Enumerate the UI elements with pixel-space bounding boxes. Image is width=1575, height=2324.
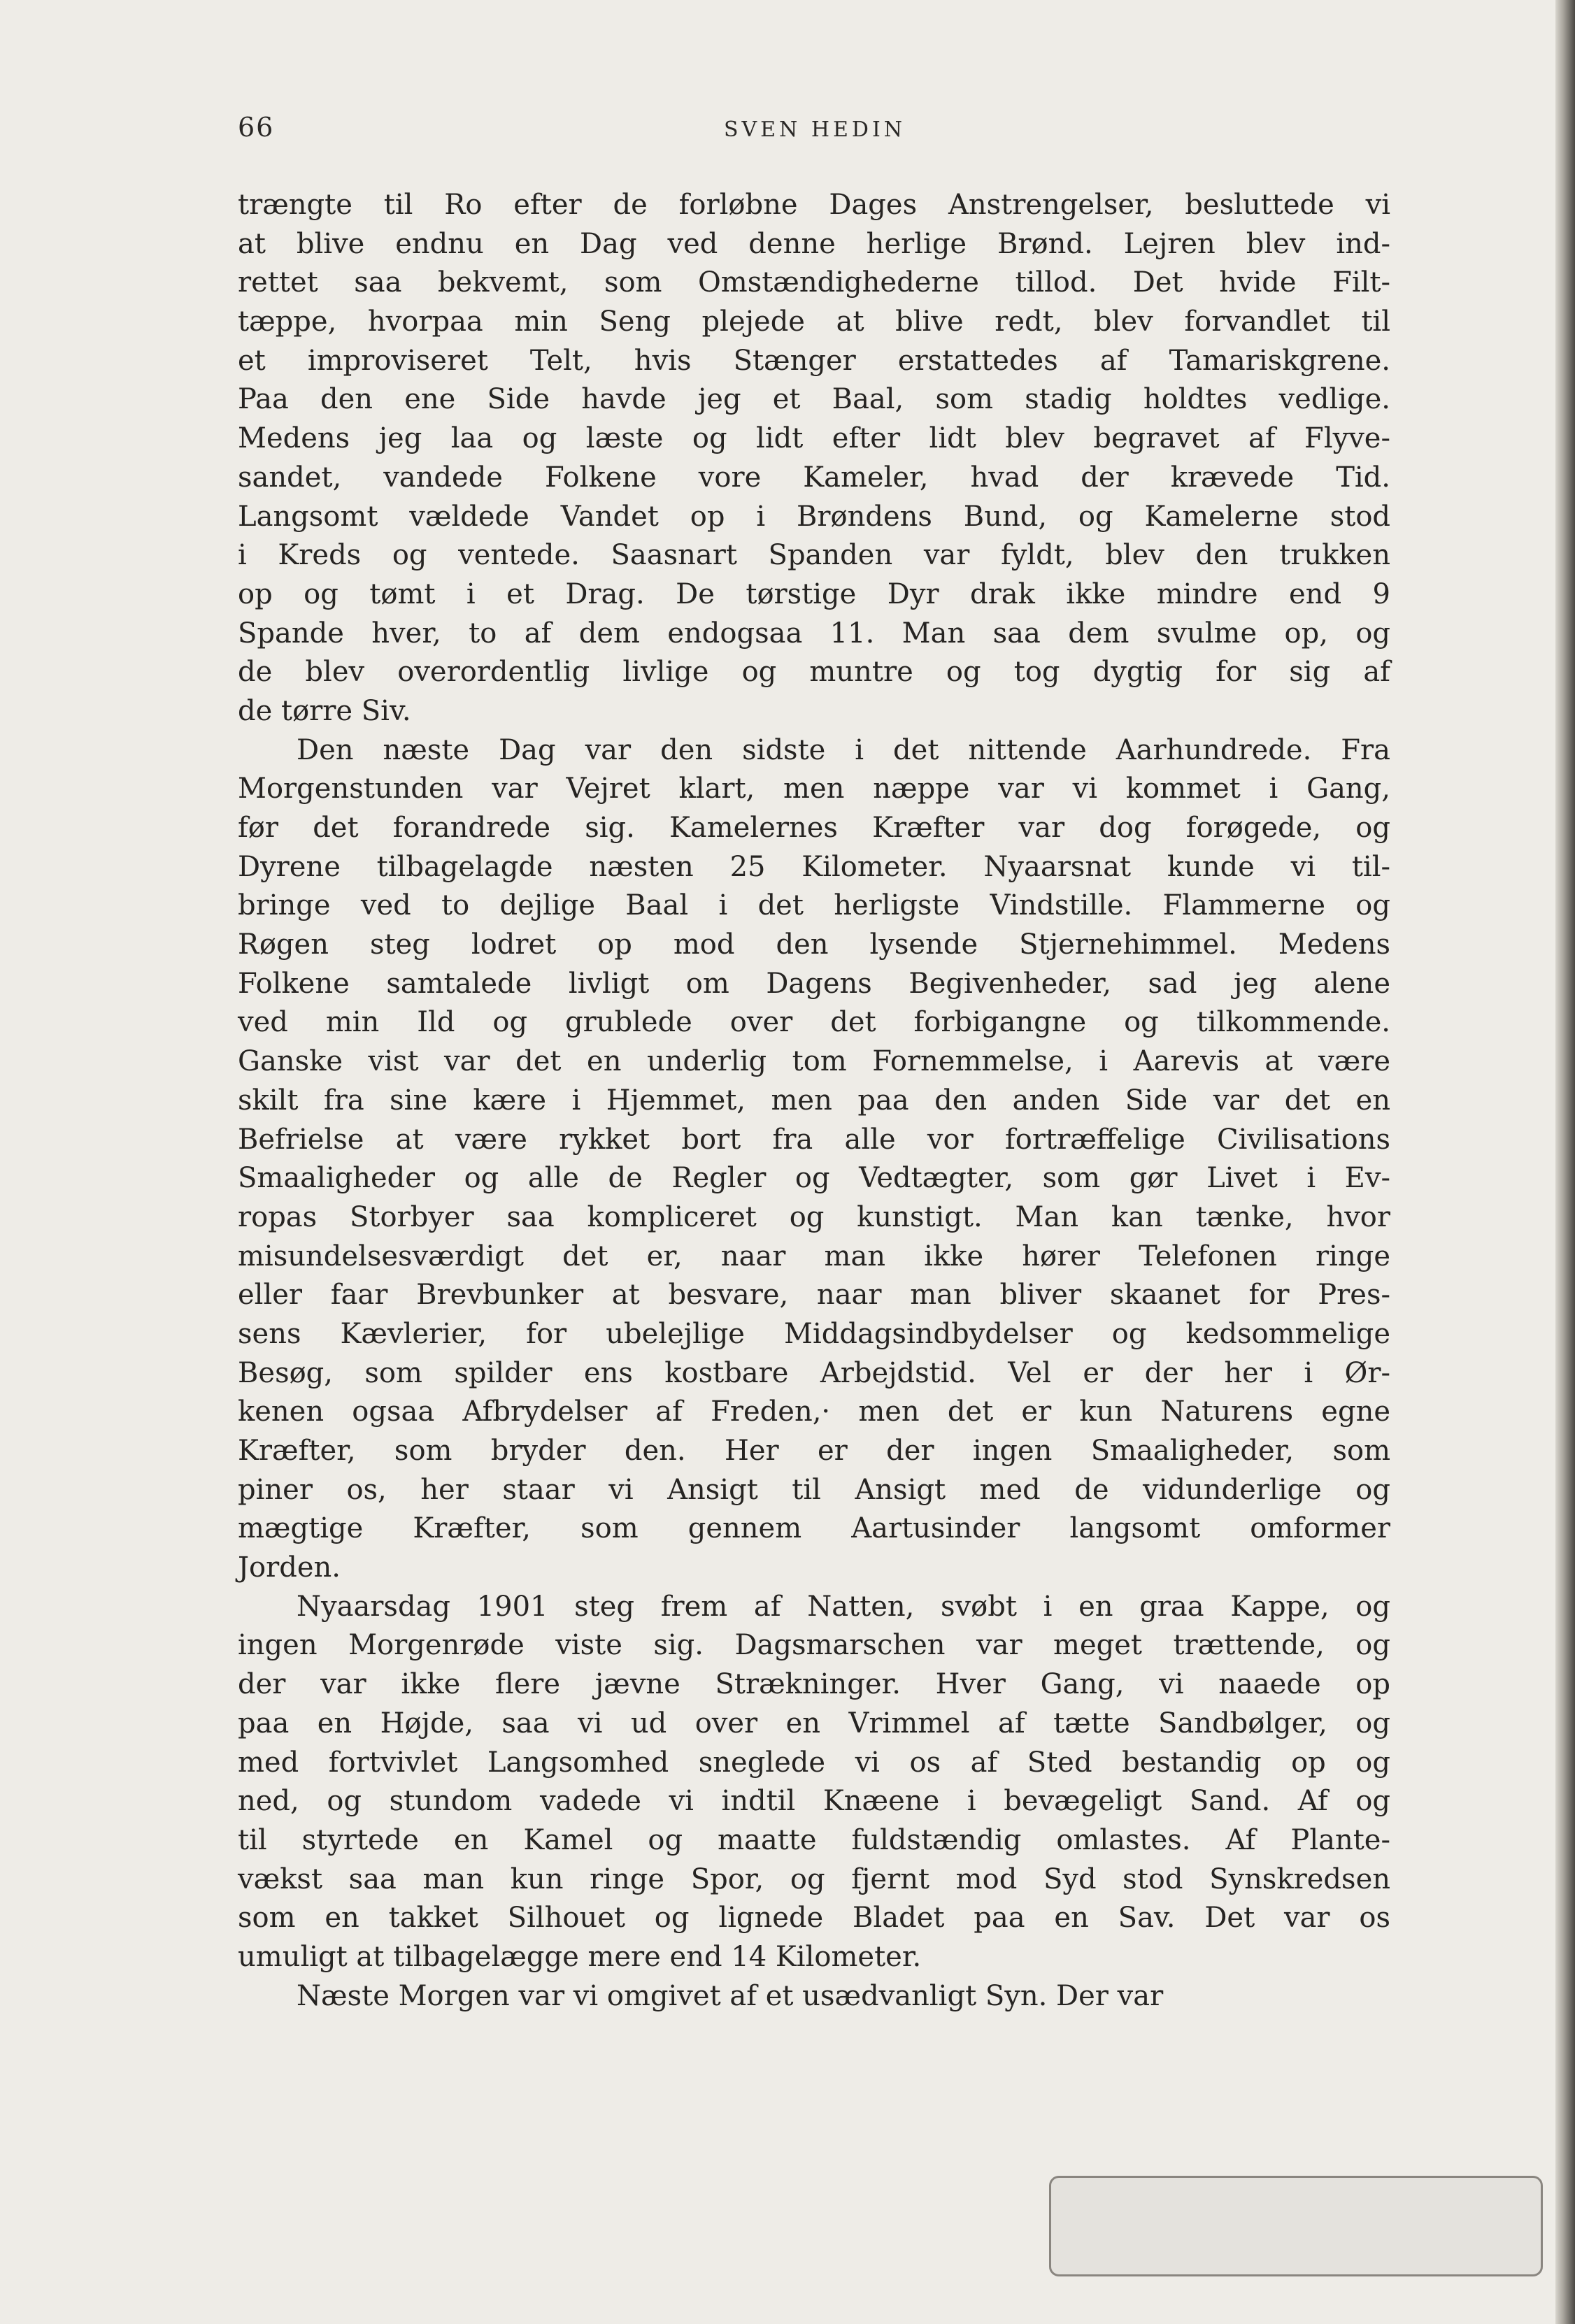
text-line: et improviseret Telt, hvis Stænger erstattedes af Tamariskgrene. [238, 344, 1390, 377]
text-line: misundelsesværdigt det er, naar man ikke hører Telefonen ringe [238, 1240, 1390, 1272]
text-line: de blev overordentlig livlige og muntre og tog dygtig for sig af [238, 656, 1390, 689]
text-line: tæppe, hvorpaa min Seng plejede at blive redt, blev forvandlet til [238, 306, 1390, 338]
text-line: Nyaarsdag 1901 steg frem af Natten, svøbt i en graa Kappe, og [297, 1590, 1390, 1623]
paragraph [238, 1977, 1390, 2016]
text-line: der var ikke flere jævne Strækninger. Hver Gang, vi naaede op [238, 1668, 1390, 1701]
text-line: Dyrene tilbagelagde næsten 25 Kilometer. Nyaarsnat kunde vi til- [238, 850, 1390, 883]
library-label-box [1049, 2176, 1543, 2276]
paragraph [238, 1588, 1390, 1977]
text-line: Ganske vist var det en underlig tom Fornemmelse, i Aarevis at være [238, 1045, 1390, 1078]
text-line: rettet saa bekvemt, som Omstændighederne tillod. Det hvide Filt- [238, 266, 1390, 299]
text-line: ingen Morgenrøde viste sig. Dagsmarschen var meget trættende, og [238, 1629, 1390, 1662]
text-line: skilt fra sine kære i Hjemmet, men paa den anden Side var det en [238, 1084, 1390, 1117]
text-line: Røgen steg lodret op mod den lysende Stjernehimmel. Medens [238, 928, 1390, 961]
text-line: Kræfter, som bryder den. Her er der ingen Smaaligheder, som [238, 1435, 1390, 1467]
text-line: Folkene samtalede livligt om Dagens Begivenheder, sad jeg alene [238, 967, 1390, 1000]
running-head [238, 112, 1392, 154]
text-line: piner os, her staar vi Ansigt til Ansigt med de vidunderlige og [238, 1473, 1390, 1506]
text-line: ved min Ild og grublede over det forbigangne og tilkommende. [238, 1006, 1390, 1039]
page-edge [1555, 0, 1575, 2324]
text-line: Næste Morgen var vi omgivet af et usædvanligt Syn. Der var [297, 1979, 1164, 2012]
text-line: mægtige Kræfter, som gennem Aartusinder langsomt omformer [238, 1512, 1390, 1545]
text-line: Medens jeg laa og læste og lidt efter lidt blev begravet af Flyve- [238, 422, 1390, 455]
text-line: Spande hver, to af dem endogsaa 11. Man saa dem svulme op, og [238, 617, 1390, 650]
text-line: Paa den ene Side havde jeg et Baal, som stadig holdtes vedlige. [238, 383, 1390, 416]
text-line: Den næste Dag var den sidste i det nittende Aarhundrede. Fra [297, 733, 1390, 766]
text-line: Langsomt vældede Vandet op i Brøndens Bund, og Kamelerne stod [238, 500, 1390, 533]
text-line: Smaaligheder og alle de Regler og Vedtægter, som gør Livet i Ev- [238, 1162, 1390, 1195]
text-line: Besøg, som spilder ens kostbare Arbejdstid. Vel er der her i Ør- [238, 1356, 1390, 1389]
text-line: vækst saa man kun ringe Spor, og fjernt mod Syd stod Synskredsen [238, 1863, 1390, 1895]
text-line: at blive endnu en Dag ved denne herlige Brønd. Lejren blev ind- [238, 227, 1390, 260]
text-line: kenen ogsaa Afbrydelser af Freden,· men det er kun Naturens egne [238, 1396, 1390, 1428]
text-line: Jorden. [238, 1551, 341, 1584]
paragraph [238, 186, 1390, 731]
text-line: sandet, vandede Folkene vore Kameler, hvad der krævede Tid. [238, 461, 1390, 494]
text-line: Morgenstunden var Vejret klart, men næppe var vi kommet i Gang, [238, 773, 1390, 805]
text-line: før det forandrede sig. Kamelernes Kræfter var dog forøgede, og [238, 812, 1390, 844]
page-number: 66 [238, 112, 275, 143]
text-line: trængte til Ro efter de forløbne Dages Anstrengelser, besluttede vi [238, 189, 1390, 221]
text-line: op og tømt i et Drag. De tørstige Dyr drak ikke mindre end 9 [238, 578, 1390, 610]
paragraph [238, 731, 1390, 1588]
text-line: de tørre Siv. [238, 694, 411, 727]
text-line: Befrielse at være rykket bort fra alle vor fortræffelige Civilisations [238, 1123, 1390, 1156]
text-line: paa en Højde, saa vi ud over en Vrimmel af tætte Sandbølger, og [238, 1707, 1390, 1740]
text-line: umuligt at tilbagelægge mere end 14 Kilometer. [238, 1940, 922, 1973]
text-line: i Kreds og ventede. Saasnart Spanden var fyldt, blev den trukken [238, 539, 1390, 572]
text-line: eller faar Brevbunker at besvare, naar man bliver skaanet for Pres- [238, 1279, 1390, 1312]
text-line: som en takket Silhouet og lignede Bladet paa en Sav. Det var os [238, 1902, 1390, 1935]
body-text [238, 186, 1390, 2016]
running-title: SVEN HEDIN [723, 117, 906, 142]
text-line: bringe ved to dejlige Baal i det herligste Vindstille. Flammerne og [238, 889, 1390, 922]
text-line: ropas Storbyer saa kompliceret og kunstigt. Man kan tænke, hvor [238, 1200, 1390, 1233]
text-line: med fortvivlet Langsomhed sneglede vi os af Sted bestandig op og [238, 1746, 1390, 1779]
text-line: til styrtede en Kamel og maatte fuldstændig omlastes. Af Plante- [238, 1823, 1390, 1856]
text-line: sens Kævlerier, for ubelejlige Middagsindbydelser og kedsommelige [238, 1317, 1390, 1350]
text-line: ned, og stundom vadede vi indtil Knæene i bevægeligt Sand. Af og [238, 1785, 1390, 1818]
